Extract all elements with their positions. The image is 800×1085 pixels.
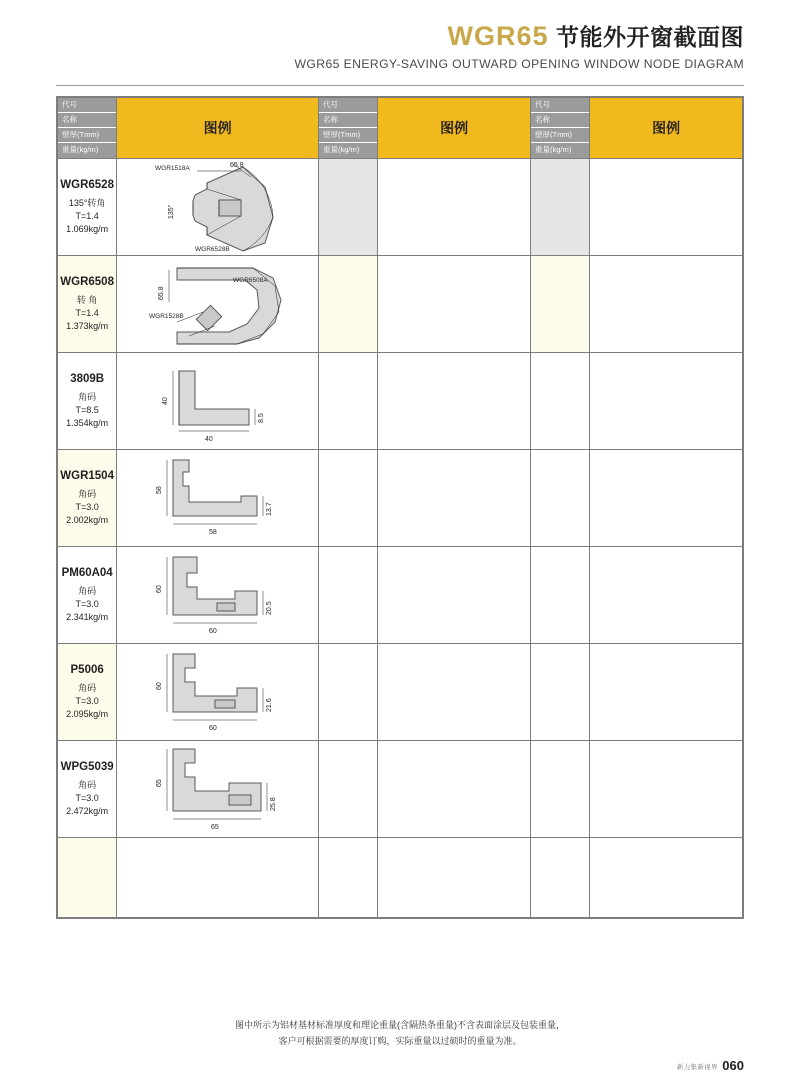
figure-dim-w: 60 [208,628,217,636]
title-chinese: 节能外开窗截面图 [556,24,744,50]
row-thickness: T=8.5 [75,405,99,415]
empty-figure-r3c3 [590,352,743,449]
row-name: 角码 [78,585,97,596]
empty-figure-r7c3 [590,740,743,837]
header-name-1: 名称 [58,113,116,128]
header-meta-col1 [58,97,117,158]
row-weight: 2.472kg/m [66,806,109,817]
empty-figure-r5c2 [378,546,531,643]
table-header-row [58,97,743,158]
table-row [58,740,743,837]
figure-label-2: WGR6528B [194,246,230,254]
empty-label-r4c3 [530,449,589,546]
row-code: P5006 [70,664,104,677]
figure-dim: 65.8 [229,162,244,170]
row-code: WGR6508 [60,276,114,289]
header-figure-2: 图例 [378,97,531,158]
row-figure-wpg5039 [117,740,319,837]
empty-figure-r4c3 [590,449,743,546]
empty-label-r6c3 [530,643,589,740]
row-name: 角码 [78,682,97,693]
empty-label-r5c3 [530,546,589,643]
page-number-value: 060 [722,1058,744,1073]
row-name: 135°转角 [68,197,106,208]
row-code: WPG5039 [60,761,114,774]
figure-dim-h: 60 [155,682,163,691]
header-code-2: 代号 [319,98,377,113]
figure-dim-t: 20.5 [265,601,273,616]
title-code: WGR65 [447,21,549,51]
empty-label-r3c3 [530,352,589,449]
row-label-wpg5039 [58,740,117,837]
empty-figure-r7c2 [378,740,531,837]
figure-label-2: WGR1528B [148,313,184,321]
header-name-3: 名称 [531,113,589,128]
row-label-pm60a04 [58,546,117,643]
header-weight-3: 重量(kg/m) [534,144,572,154]
figure-dim-t: 13.7 [265,502,273,517]
row-code: WGR1504 [60,470,114,483]
empty-figure-r6c2 [378,643,531,740]
empty-label-r3c2 [319,352,378,449]
footer-note [0,1018,800,1049]
row-code: WGR6528 [60,179,114,192]
brand-tag: 新力集新视界 [676,1064,718,1071]
row-label-3809b [58,352,117,449]
row-weight: 1.354kg/m [66,418,109,429]
table-row [58,352,743,449]
profile-drawing-wgr6528 [133,159,303,254]
header-name-2: 名称 [319,113,377,128]
empty-label-r8c3 [530,837,589,917]
table-row [58,449,743,546]
profile-drawing-wgr1504 [133,450,303,545]
empty-label-r5c2 [319,546,378,643]
profile-drawing-pm60a04 [133,547,303,642]
empty-figure-r6c3 [590,643,743,740]
empty-figure-r5c3 [590,546,743,643]
profile-drawing-wgr6508 [133,256,303,351]
profile-drawing-wpg5039 [133,741,303,836]
empty-label-r6c2 [319,643,378,740]
header-thickness-1: 壁厚(Tmm) [58,128,116,143]
table-row [58,643,743,740]
row-figure-wgr6508 [117,255,319,352]
empty-figure-r2c3 [590,255,743,352]
row-label-wgr6528 [58,158,117,255]
figure-dim-t: 25.8 [269,797,277,812]
page-header [0,0,800,77]
table-row [58,837,743,917]
row-figure-p5006 [117,643,319,740]
row-code: 3809B [70,373,105,386]
header-figure-3: 图例 [590,97,743,158]
header-code-1: 代号 [58,98,116,113]
row-weight: 1.069kg/m [66,224,109,235]
empty-figure-r8c1 [117,837,319,917]
figure-dim: 65.8 [157,286,165,301]
figure-angle: 135° [167,204,175,220]
empty-label-r7c2 [319,740,378,837]
figure-dim-t: 21.6 [265,698,273,713]
header-figure-1: 图例 [117,97,319,158]
row-figure-3809b [117,352,319,449]
empty-label-r2c2 [319,255,378,352]
page-title [56,22,744,52]
row-thickness: T=3.0 [75,793,99,803]
row-figure-pm60a04 [117,546,319,643]
row-code: PM60A04 [61,567,113,580]
figure-dim-h: 60 [155,585,163,594]
row-label-p5006 [58,643,117,740]
empty-label-r1c2 [319,158,378,255]
figure-dim-w: 60 [208,725,217,733]
figure-dim-w: 40 [204,436,213,444]
figure-dim-h: 58 [155,486,163,495]
page-subtitle: WGR65 ENERGY-SAVING OUTWARD OPENING WINDOW NODE DIAGRAM [294,56,744,71]
empty-figure-r2c2 [378,255,531,352]
empty-figure-r4c2 [378,449,531,546]
footer-line-1: 图中所示为铝材基材标准厚度和理论重量(含隔热条重量)不含表面涂层及包装重量， [235,1020,565,1031]
empty-label-r7c3 [530,740,589,837]
header-meta-col3 [530,97,589,158]
row-figure-wgr6528 [117,158,319,255]
node-diagram-table [56,96,744,919]
figure-dim-h: 40 [161,397,169,406]
empty-figure-r8c2 [378,837,531,917]
row-name: 角码 [78,779,97,790]
empty-label-r2c3 [530,255,589,352]
page-number [677,1058,744,1073]
row-weight: 1.373kg/m [66,321,109,332]
profile-drawing-p5006 [133,644,303,739]
empty-figure-r8c3 [590,837,743,917]
empty-label-r8c2 [319,837,378,917]
row-thickness: T=1.4 [75,308,99,318]
header-divider [56,85,744,86]
table-row [58,158,743,255]
figure-label: WGR6508A [232,277,268,285]
header-weight-2: 重量(kg/m) [323,144,360,154]
empty-figure-r3c2 [378,352,531,449]
header-thickness-3: 壁厚(Tmm) [531,128,589,143]
header-weight-1: 重量(kg/m) [62,144,99,154]
empty-label-r1c3 [530,158,589,255]
figure-dim-h: 65 [155,779,163,788]
row-label-wgr6508 [58,255,117,352]
figure-dim-w: 58 [208,529,217,537]
profile-drawing-3809b [133,353,303,448]
figure-dim-t: 8.5 [257,413,265,424]
row-label-wgr1504 [58,449,117,546]
row-thickness: T=3.0 [75,502,99,512]
table-row [58,255,743,352]
row-thickness: T=3.0 [75,599,99,609]
header-code-3: 代号 [531,98,589,113]
empty-figure-r1c3 [590,158,743,255]
row-name: 转 角 [76,294,98,305]
empty-figure-r1c2 [378,158,531,255]
row-thickness: T=3.0 [75,696,99,706]
row-weight: 2.002kg/m [66,515,109,526]
footer-line-2: 客户可根据需要的厚度订购，实际重量以过硕时的重量为准。 [278,1035,522,1046]
row-weight: 2.341kg/m [66,612,109,623]
table-row [58,546,743,643]
header-meta-col2 [319,97,378,158]
row-thickness: T=1.4 [75,211,99,221]
row-weight: 2.095kg/m [66,709,109,720]
figure-label: WGR1518A [154,165,190,173]
empty-label-r4c2 [319,449,378,546]
row-figure-wgr1504 [117,449,319,546]
header-thickness-2: 壁厚(Tmm) [319,128,377,143]
row-name: 角码 [78,391,97,402]
figure-dim-w: 65 [210,824,219,832]
row-name: 角码 [78,488,97,499]
empty-label-r8c1 [58,837,117,917]
